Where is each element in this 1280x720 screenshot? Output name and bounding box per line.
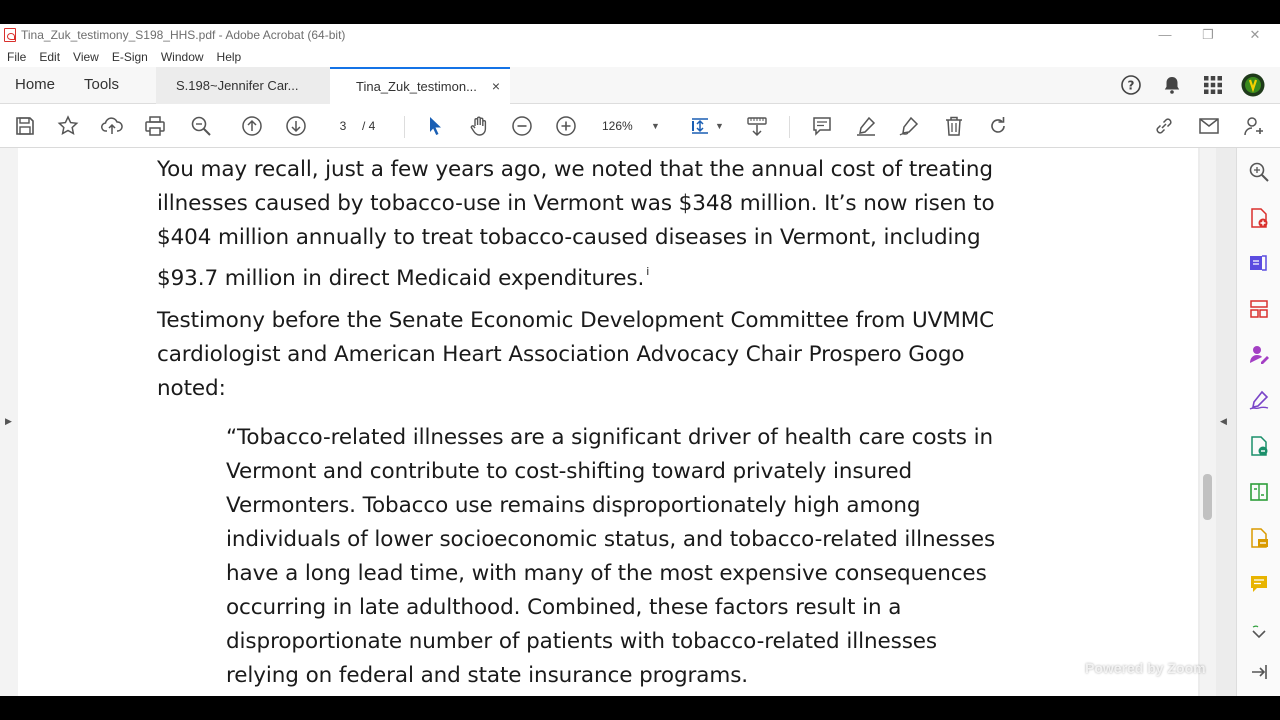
find-search-icon[interactable] [190,115,212,137]
svg-text:?: ? [1127,78,1135,93]
quote-line: have a long lead time, with many of the most expensive consequences [226,561,987,586]
paragraph-line: illnesses caused by tobacco-use in Vermont was $348 million. It’s now risen to [157,191,995,216]
bell-icon[interactable] [1161,74,1183,96]
zoom-search-icon[interactable] [1247,160,1271,184]
comment-panel-icon[interactable] [1247,572,1271,596]
tab-document-1[interactable] [156,67,330,104]
scrollbar-thumb[interactable] [1203,474,1212,520]
pdf-page [18,148,1198,696]
quote-line: individuals of lower socioeconomic status, and tobacco-related illnesses [226,527,996,552]
left-panel-gutter [0,148,18,696]
tab-tools[interactable]: Tools [84,76,120,93]
create-pdf-icon[interactable] [1247,206,1271,230]
apps-grid-icon[interactable] [1202,74,1224,96]
page-total: / 4 [362,119,376,133]
save-icon[interactable] [14,115,36,137]
menu-esign[interactable]: E-Sign [111,49,148,64]
previous-page-icon[interactable] [241,115,263,137]
paragraph-line: Testimony before the Senate Economic Development Committee from UVMMC [157,308,995,333]
menu-help[interactable]: Help [216,49,242,64]
paragraph-line-with-footnote [157,255,995,296]
redo-rotate-icon[interactable] [987,115,1009,137]
page-number-input[interactable]: 3 [339,119,347,133]
help-icon[interactable] [1120,74,1142,96]
avatar[interactable] [1241,73,1265,97]
delete-trash-icon[interactable] [943,115,965,137]
close-tab-icon[interactable]: × [491,78,500,94]
paragraph-2 [157,304,994,406]
toolbar-divider [404,116,405,138]
right-tools-panel [1236,148,1280,696]
hand-tool-icon[interactable] [468,115,490,137]
tab-document-2-label: Tina_Zuk_testimon... [356,79,477,94]
toolbar-divider-2 [789,116,790,138]
share-link-icon[interactable] [1153,115,1175,137]
zoom-watermark: Powered by Zoom [1085,660,1206,676]
scan-ocr-icon[interactable] [1247,526,1271,550]
expand-left-panel-icon[interactable]: ▶ [5,416,12,426]
more-tools-chevron-icon[interactable] [1247,622,1271,646]
paragraph-line: noted: [157,376,226,401]
tab-document-1-label: S.198~Jennifer Car... [176,78,299,93]
quote-line: Vermont and contribute to cost-shifting toward privately insured [226,459,912,484]
fill-sign-icon[interactable] [1247,388,1271,412]
menu-window[interactable]: Window [160,49,204,64]
export-pdf-icon[interactable] [1247,251,1271,275]
quote-line: relying on federal and state insurance programs. [226,663,749,688]
block-quote [226,421,995,693]
request-signature-icon[interactable] [1247,342,1271,366]
tab-bar [0,67,1280,104]
highlight-pen-icon[interactable] [855,115,877,137]
minimize-button[interactable]: — [1158,27,1172,42]
pdf-file-icon [4,28,16,42]
share-user-icon[interactable] [1242,115,1264,137]
close-window-button[interactable]: ✕ [1249,27,1261,42]
upload-cloud-icon[interactable] [101,115,123,137]
bottom-letterbox [0,696,1280,720]
vertical-scrollbar[interactable] [1200,148,1216,696]
fit-page-icon[interactable] [689,115,711,137]
collapse-tools-panel-icon[interactable] [1247,660,1271,684]
toolbar [0,104,1280,148]
paragraph-line: cardiologist and American Heart Association Advocacy Chair Prospero Gogo [157,342,965,367]
tab-home[interactable]: Home [15,76,56,93]
edit-pdf-icon[interactable] [1247,434,1271,458]
paragraph-line: $93.7 million in direct Medicaid expenditures. [157,266,645,291]
zoom-in-icon[interactable] [555,115,577,137]
paragraph-line: You may recall, just a few years ago, we noted that the annual cost of treating [157,157,993,182]
collapse-right-panel-icon[interactable]: ◀ [1220,416,1227,426]
zoom-dropdown-icon[interactable]: ▼ [651,121,660,131]
scrolling-mode-icon[interactable] [746,115,768,137]
tab-document-2[interactable] [330,67,510,104]
compare-files-icon[interactable] [1247,480,1271,504]
fit-page-dropdown-icon[interactable]: ▼ [715,121,724,131]
restore-button[interactable]: ❐ [1202,27,1214,42]
menu-bar [0,46,1280,67]
paragraph-line: $404 million annually to treat tobacco-caused diseases in Vermont, including [157,225,981,250]
select-cursor-icon[interactable] [424,115,446,137]
zoom-level-select[interactable]: 126% [602,119,633,133]
zoom-out-icon[interactable] [511,115,533,137]
comment-icon[interactable] [811,115,833,137]
quote-line: Vermonters. Tobacco use remains disproportionately high among [226,493,921,518]
title-bar [0,24,1280,46]
quote-line: “Tobacco-related illnesses are a significant driver of health care costs in [226,425,994,450]
paragraph-1 [157,153,995,296]
organize-pages-icon[interactable] [1247,297,1271,321]
sign-pen-icon[interactable] [898,115,920,137]
bookmark-star-icon[interactable] [57,115,79,137]
window-title: Tina_Zuk_testimony_S198_HHS.pdf - Adobe Acrobat (64-bit) [21,28,346,42]
menu-view[interactable]: View [73,49,99,64]
menu-edit[interactable]: Edit [39,49,61,64]
footnote-marker[interactable]: i [646,265,650,278]
document-viewport[interactable] [0,148,1236,696]
print-icon[interactable] [144,115,166,137]
quote-line: occurring in late adulthood. Combined, these factors result in a [226,595,902,620]
menu-file[interactable]: File [7,49,27,64]
next-page-icon[interactable] [285,115,307,137]
email-icon[interactable] [1198,115,1220,137]
quote-line: disproportionate number of patients with tobacco-related illnesses [226,629,938,654]
top-letterbox [0,0,1280,24]
